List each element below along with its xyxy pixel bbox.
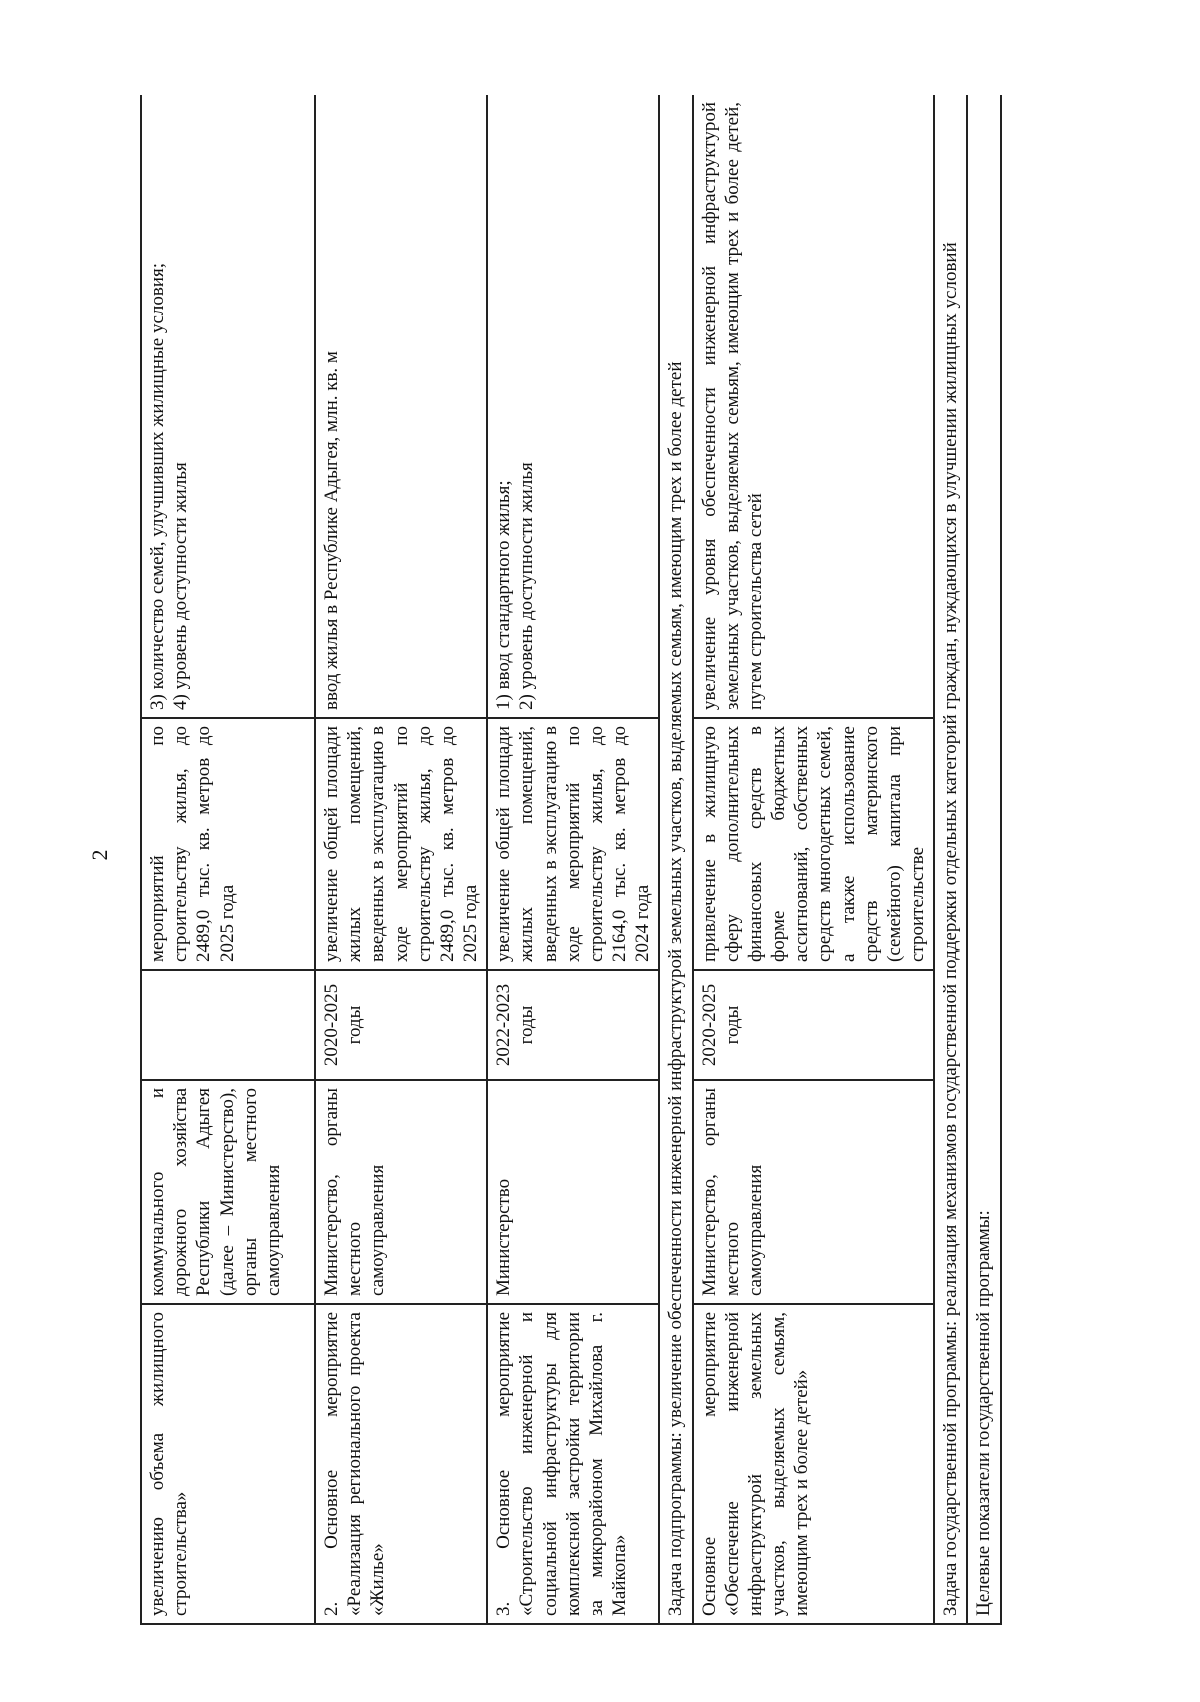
executor-cell: Министерство, органы местного самоуправления [693, 1080, 935, 1304]
state-program-task: Задача государственной программы: реализация механизмов государственной поддержки отдельных категорий граждан, нуждающихся в улучшении жилищных условий [934, 95, 967, 1624]
state-program-task-row [934, 95, 967, 1624]
subprogram-task: Задача подпрограммы: увеличение обеспеченности инженерной инфраструктурой земельных участков, выделяемых семьям, имеющим трех и более детей [659, 95, 692, 1624]
period-cell: 2022-2023 годы [487, 970, 659, 1080]
indicator-cell: увеличение уровня обеспеченности инженерной инфраструктурой земельных участков, выделяемых семьям, имеющим трех и более детей, путем строительства сетей [693, 95, 935, 718]
table-row [693, 95, 935, 1624]
document-frame [140, 95, 1020, 1625]
period-cell [141, 970, 315, 1080]
measure-name-cell: увеличению объема жилищного строительства» [141, 1304, 315, 1624]
rotated-table-container [140, 95, 1020, 1625]
indicator-line: ввод жилья в Республике Адыгея, млн. кв. м [321, 351, 342, 710]
executor-cell: Министерство [487, 1080, 659, 1304]
measures-table [140, 95, 1002, 1625]
expected-result-cell: мероприятий по строительству жилья, до 2489,0 тыс. кв. метров до 2025 года [141, 718, 315, 970]
period-cell: 2020-2025 годы [693, 970, 935, 1080]
table-row [487, 95, 659, 1624]
expected-result-cell: привлечение в жилищную сферу дополнительных финансовых средств в форме бюджетных ассигнований, собственных средств многодетных семей, а также использование средств материнского (семейного) капитала при строительстве [693, 718, 935, 970]
target-indicators-heading: Целевые показатели государственной программы: [967, 95, 1000, 1624]
page-number: 2 [87, 849, 112, 861]
indicator-line: 2) уровень доступности жилья [516, 462, 538, 710]
indicator-line: 4) уровень доступности жилья [170, 462, 192, 710]
executor-cell: коммунального и дорожного хозяйства Республики Адыгея (далее – Министерство), органы местного самоуправления [141, 1080, 315, 1304]
indicator-line: 1) ввод стандартного жилья; [493, 480, 515, 710]
indicator-line: 3) количество семей, улучшивших жилищные условия; [147, 262, 168, 710]
period-cell: 2020-2025 годы [315, 970, 487, 1080]
measure-name-cell: 3. Основное мероприятие «Строительство инженерной и социальной инфраструктуры для комплексной застройки территории за микрорайоном Михайлова г. Майкопа» [487, 1304, 659, 1624]
indicator-cell [487, 95, 659, 718]
measure-name-cell: Основное мероприятие «Обеспечение инженерной инфраструктурой земельных участков, выделяемых семьям, имеющим трех и более детей» [693, 1304, 935, 1624]
expected-result-cell: увеличение общей площади жилых помещений, введенных в эксплуатацию в ходе мероприятий по строительству жилья, до 2489,0 тыс. кв. метров до 2025 года [315, 718, 487, 970]
indicator-cell [141, 95, 315, 718]
indicator-cell [315, 95, 487, 718]
target-indicators-row [967, 95, 1000, 1624]
measure-name-cell: 2. Основное мероприятие «Реализация регионального проекта «Жилье» [315, 1304, 487, 1624]
expected-result-cell: увеличение общей площади жилых помещений, введенных в эксплуатацию в ходе мероприятий по строительству жилья, до 2164,0 тыс. кв. метров до 2024 года [487, 718, 659, 970]
table-row [315, 95, 487, 1624]
executor-cell: Министерство, органы местного самоуправления [315, 1080, 487, 1304]
table-row [141, 95, 315, 1624]
subprogram-task-row [659, 95, 692, 1624]
